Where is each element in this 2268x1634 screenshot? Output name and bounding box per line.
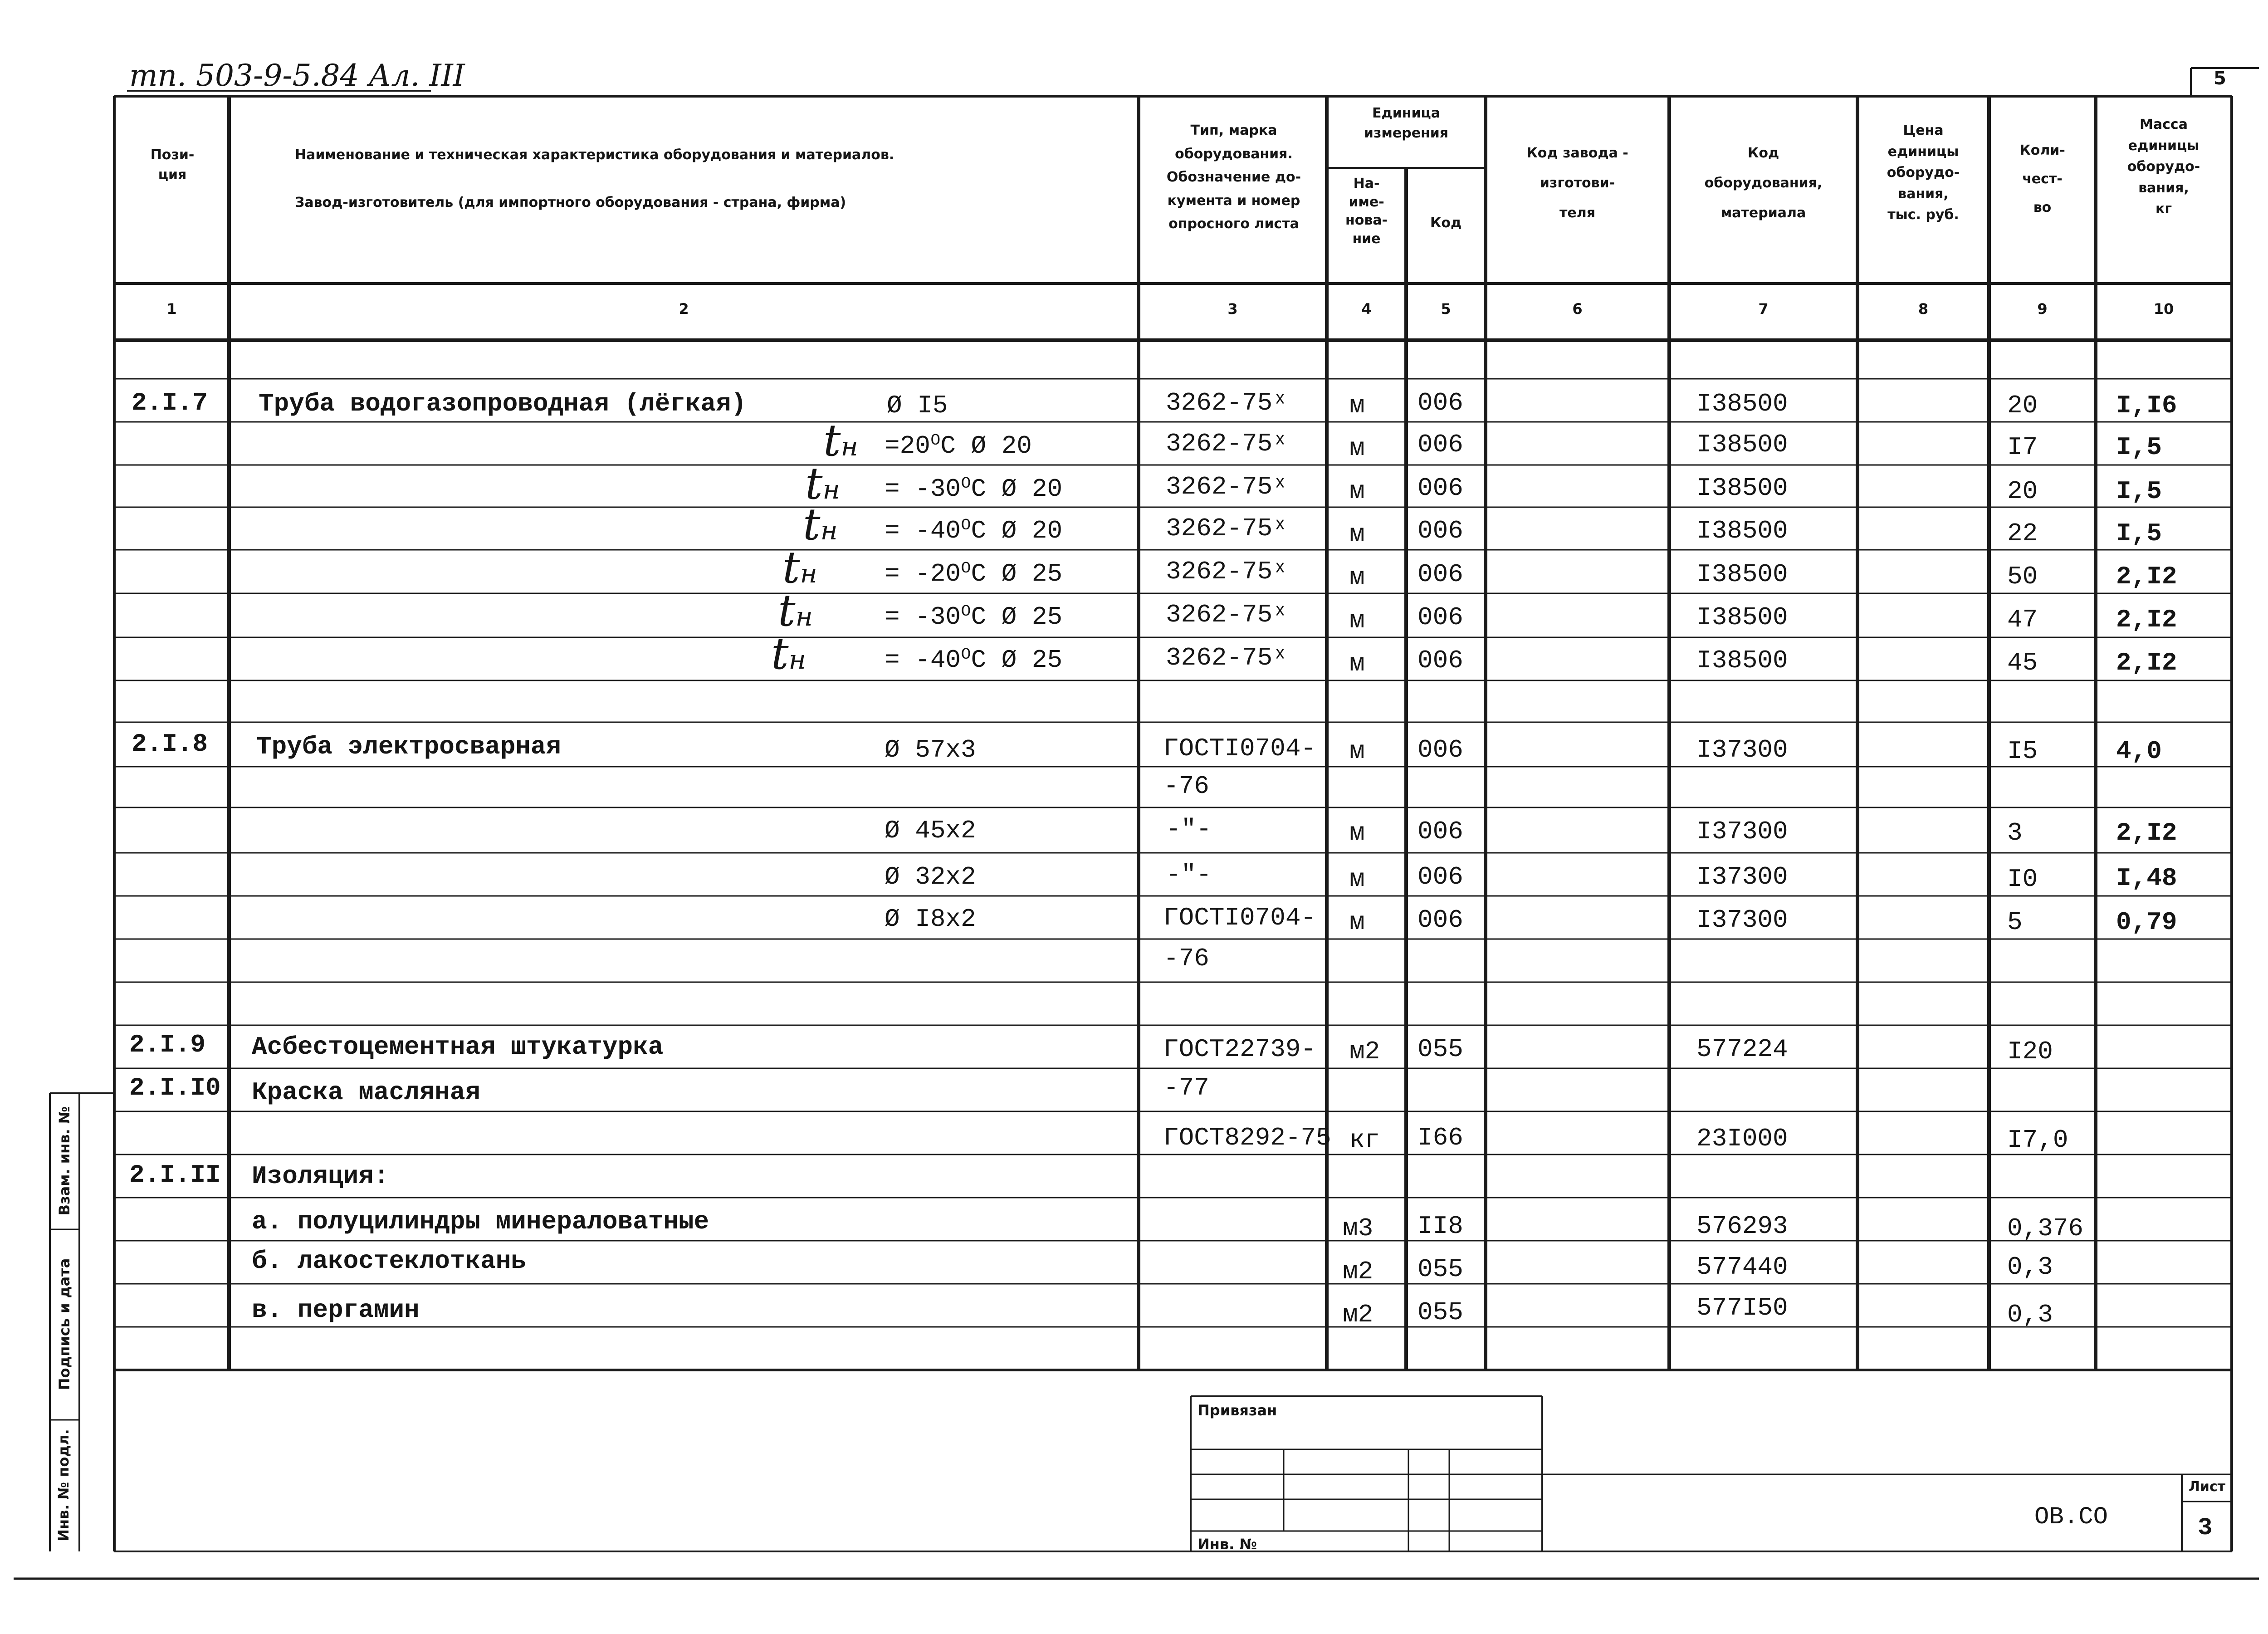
position: 2.I.9 [129, 1030, 206, 1059]
header-mass: Масса единицы оборудо- вания, кг [2127, 117, 2200, 217]
temperature-diameter: = -30⁰С Ø 25 [885, 602, 1063, 631]
temp-subscript: н [841, 431, 858, 462]
temp-symbol: t [803, 499, 821, 550]
doc-mark: 3262-75ˣ [1166, 429, 1288, 458]
item-name: Труба водогазопроводная (лёгкая) [259, 389, 747, 418]
doc-mark-cont: -76 [1163, 944, 1209, 973]
mass: I,48 [2116, 864, 2177, 893]
material-code: 576293 [1696, 1212, 1788, 1241]
temp-subscript: н [822, 474, 840, 505]
quantity: I7,0 [2007, 1125, 2068, 1155]
material-code: I38500 [1696, 646, 1788, 675]
unit-code: 006 [1418, 516, 1463, 545]
side-label-inv-podl: Инв. № подл. [55, 1429, 72, 1541]
side-label-vzam: Взам. инв. № [56, 1106, 73, 1216]
item-name: в. пергамин [252, 1296, 420, 1325]
doc-mark: 3262-75ˣ [1166, 600, 1288, 629]
material-code: I38500 [1696, 474, 1788, 503]
header-price: Цена единицы оборудо- вания, тыс. руб. [1887, 122, 1960, 223]
header-type-mark: Тип, марка оборудования. Обозначение до- кумента и номер опросного листа [1166, 122, 1301, 232]
material-code: I38500 [1696, 603, 1788, 632]
temp-symbol: t [782, 542, 800, 593]
unit: м2 [1343, 1300, 1374, 1329]
unit: м [1349, 818, 1365, 847]
position: 2.I.I0 [129, 1073, 221, 1102]
material-code: I38500 [1696, 389, 1788, 418]
item-name: Краска масляная [252, 1078, 481, 1107]
mass: I,5 [2116, 477, 2162, 506]
position: 2.I.7 [132, 388, 208, 417]
position: 2.I.II [129, 1160, 221, 1189]
doc-mark: 3262-75ˣ [1166, 472, 1288, 501]
unit: м [1349, 434, 1365, 463]
item-name: а. полуцилиндры минераловатные [252, 1207, 709, 1236]
column-number: 7 [1758, 300, 1769, 318]
quantity: 50 [2007, 562, 2038, 591]
column-number: 4 [1361, 300, 1372, 318]
sheet-number: 3 [2198, 1514, 2213, 1542]
unit: м [1349, 649, 1365, 678]
material-code: 577I50 [1696, 1293, 1788, 1322]
column-number: 3 [1227, 300, 1238, 318]
header-maker-code: Код завода - изготови- теля [1526, 145, 1628, 221]
temp-subscript: н [820, 515, 838, 546]
quantity: I0 [2007, 865, 2038, 894]
item-name: Труба электросварная [256, 732, 562, 761]
column-number: 2 [679, 300, 689, 318]
side-label-podpis: Подпись и дата [56, 1258, 73, 1390]
header-unit: Единица измерения [1364, 105, 1449, 141]
temp-symbol: t [778, 585, 796, 636]
mass: 4,0 [2116, 737, 2162, 766]
unit: м [1349, 520, 1365, 549]
stamp-bound-label: Привязан [1198, 1402, 1277, 1419]
material-code: I37300 [1696, 862, 1788, 891]
unit-code: 006 [1418, 388, 1463, 417]
temperature-diameter: = -40⁰С Ø 20 [885, 516, 1063, 545]
temp-symbol: t [771, 628, 789, 679]
temp-symbol: t [823, 415, 841, 466]
material-code: 577224 [1696, 1035, 1788, 1064]
unit-code: 006 [1418, 603, 1463, 632]
unit: м [1349, 606, 1365, 635]
temperature-note [771, 628, 806, 679]
header-name-line2: Завод-изготовитель (для импортного оборудования - страна, фирма) [295, 195, 846, 210]
doc-mark: ГОСТI0704- [1163, 903, 1316, 932]
column-number: 1 [166, 300, 177, 318]
material-code: I37300 [1696, 905, 1788, 934]
header-quantity: Коли- чест- во [2019, 142, 2065, 215]
quantity: 0,3 [2007, 1252, 2053, 1282]
unit-code: 006 [1418, 862, 1463, 891]
unit: м2 [1343, 1257, 1374, 1286]
material-code: I38500 [1696, 516, 1788, 545]
material-code: I37300 [1696, 817, 1788, 846]
mass: I,5 [2116, 433, 2162, 462]
diameter: Ø 45х2 [885, 816, 976, 845]
unit-code: 006 [1418, 905, 1463, 934]
doc-mark: -"- [1166, 860, 1212, 889]
quantity: 5 [2007, 908, 2023, 937]
unit-code: 006 [1418, 735, 1463, 764]
quantity: 45 [2007, 648, 2038, 677]
document-code: тп. 503-9-5.84 Ал. III [129, 58, 465, 93]
mass: I,5 [2116, 519, 2162, 548]
unit-code: 055 [1418, 1035, 1463, 1064]
quantity: 0,3 [2007, 1300, 2053, 1329]
quantity: 0,376 [2007, 1214, 2084, 1243]
quantity: 3 [2007, 818, 2023, 847]
header-position: Пози- ция [150, 147, 195, 183]
doc-mark: 3262-75ˣ [1166, 514, 1288, 543]
column-number: 6 [1572, 300, 1583, 318]
item-name: Изоляция: [252, 1162, 389, 1191]
diameter: Ø I5 [887, 391, 948, 420]
unit: м3 [1343, 1214, 1374, 1243]
column-number: 5 [1441, 300, 1451, 318]
column-number: 10 [2153, 300, 2174, 318]
unit: м2 [1349, 1037, 1380, 1066]
temperature-diameter: =20⁰С Ø 20 [885, 431, 1032, 460]
header-unit-name: На- име- нова- ние [1345, 176, 1388, 247]
doc-mark: 3262-75ˣ [1166, 388, 1288, 417]
unit-code: 006 [1418, 817, 1463, 846]
diameter: Ø 57х3 [885, 735, 976, 764]
unit: кг [1349, 1125, 1380, 1155]
doc-mark-cont: -77 [1163, 1073, 1209, 1102]
header-name-line1: Наименование и техническая характеристика оборудования и материалов. [295, 147, 894, 163]
doc-mark: ГОСТI0704- [1163, 734, 1316, 763]
diameter: Ø I8х2 [885, 905, 976, 934]
doc-mark: 3262-75ˣ [1166, 557, 1288, 586]
corner-mark: 5 [2214, 68, 2226, 89]
header-unit-code: Код [1430, 215, 1462, 231]
unit: м [1349, 477, 1365, 506]
unit-code: 006 [1418, 560, 1463, 589]
stamp-inv-label: Инв. № [1198, 1536, 1257, 1553]
column-number: 9 [2037, 300, 2048, 318]
unit-code: I66 [1418, 1123, 1463, 1152]
sheet-label: Лист [2189, 1479, 2226, 1495]
material-code: I38500 [1696, 560, 1788, 589]
unit-code: 055 [1418, 1255, 1463, 1284]
unit-code: II8 [1418, 1212, 1463, 1241]
unit-code: 006 [1418, 646, 1463, 675]
material-code: 23I000 [1696, 1124, 1788, 1153]
quantity: I5 [2007, 737, 2038, 766]
temp-symbol: t [805, 458, 823, 509]
column-number: 8 [1918, 300, 1929, 318]
mass: I,I6 [2116, 391, 2177, 420]
unit-code: 006 [1418, 474, 1463, 503]
material-code: I37300 [1696, 735, 1788, 764]
item-name: Асбестоцементная штукатурка [252, 1032, 664, 1062]
temperature-diameter: = -20⁰С Ø 25 [885, 559, 1063, 588]
doc-mark: -"- [1166, 815, 1212, 844]
quantity: I20 [2007, 1037, 2053, 1066]
doc-mark: ГОСТ22739- [1163, 1035, 1316, 1064]
position: 2.I.8 [132, 729, 208, 758]
unit: м [1349, 865, 1365, 894]
mass: 2,I2 [2116, 562, 2177, 591]
unit-code: 006 [1418, 430, 1463, 459]
temp-subscript: н [800, 558, 817, 589]
unit-code: 055 [1418, 1298, 1463, 1327]
temperature-diameter: = -30⁰С Ø 20 [885, 475, 1063, 504]
doc-mark: ГОСТ8292-75 [1163, 1123, 1331, 1152]
quantity: 22 [2007, 519, 2038, 548]
quantity: I7 [2007, 433, 2038, 462]
unit: м [1349, 563, 1365, 592]
material-code: I38500 [1696, 430, 1788, 459]
quantity: 47 [2007, 605, 2038, 634]
header-material-code: Код оборудования, материала [1704, 145, 1823, 221]
item-name: б. лакостеклоткань [252, 1247, 526, 1276]
mass: 2,I2 [2116, 605, 2177, 634]
doc-mark: 3262-75ˣ [1166, 643, 1288, 672]
doc-mark-cont: -76 [1163, 772, 1209, 801]
quantity: 20 [2007, 391, 2038, 420]
mass: 2,I2 [2116, 648, 2177, 677]
diameter: Ø 32х2 [885, 862, 976, 891]
unit: м [1349, 908, 1365, 937]
material-code: 577440 [1696, 1252, 1788, 1282]
temperature-diameter: = -40⁰С Ø 25 [885, 646, 1063, 675]
mass: 2,I2 [2116, 818, 2177, 847]
doc-mark-title: ОВ.СО [2034, 1503, 2108, 1531]
temp-subscript: н [788, 644, 806, 675]
unit: м [1349, 737, 1365, 766]
mass: 0,79 [2116, 908, 2177, 937]
unit: м [1349, 391, 1365, 420]
temp-subscript: н [795, 601, 813, 632]
quantity: 20 [2007, 477, 2038, 506]
